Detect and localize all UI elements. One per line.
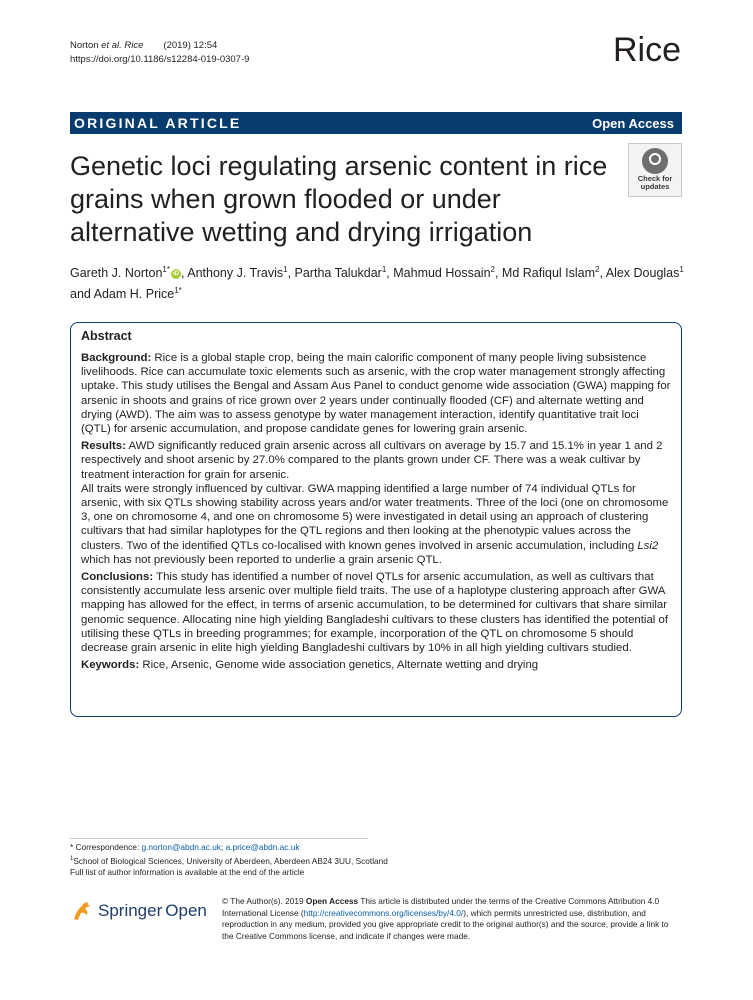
abstract-heading: Abstract bbox=[81, 329, 132, 343]
abstract-background bbox=[81, 351, 671, 436]
journal-name: Rice bbox=[612, 31, 681, 69]
open-wordmark: Open bbox=[165, 901, 207, 920]
abstract-conclusions bbox=[81, 570, 671, 655]
keywords-text: Rice, Arsenic, Genome wide association genetics, Alternate wetting and drying bbox=[142, 659, 539, 672]
author-affiliation-sup: 1* bbox=[174, 286, 182, 296]
author-separator: , bbox=[180, 266, 188, 281]
results2-before: All traits were strongly influenced by cultivar. GWA mapping identified a large number of 74 individual QTLs for arsenic, with six QTLs showing stability across years and/or water treatments. Three of the loci (one on chromosome 3, one on chromosome 4, and one on chromosome 5) were investigated in detail using an approach of clustering cultivars that had similar haplotypes for the QTL regions and then looking at the phenotypic values across the clusters. Two of the identified QTLs co-localised with known genes involved in arsenic accumulation, including bbox=[81, 482, 669, 552]
background-label: Background: bbox=[81, 352, 152, 364]
correspondence-label: * Correspondence: bbox=[70, 842, 140, 852]
keywords-label: Keywords: bbox=[81, 659, 140, 672]
abstract-results-continued bbox=[81, 482, 671, 567]
springer-wordmark: Springer bbox=[98, 901, 163, 920]
author-separator: , bbox=[599, 266, 606, 281]
license-statement bbox=[222, 896, 682, 942]
email-separator: ; bbox=[220, 842, 224, 852]
author-name: Gareth J. Norton bbox=[70, 266, 163, 281]
article-title: Genetic loci regulating arsenic content in rice grains when grown flooded or under alternative wetting and drying irrigation bbox=[70, 151, 608, 247]
abstract-box bbox=[70, 322, 682, 717]
affiliation-line bbox=[70, 854, 400, 867]
article-type: ORIGINAL ARTICLE bbox=[74, 115, 242, 131]
abstract-keywords bbox=[81, 658, 671, 672]
doi-link[interactable]: https://doi.org/10.1186/s12284-019-0307-9 bbox=[70, 54, 250, 65]
footnote-divider bbox=[70, 838, 368, 839]
author-name: Mahmud Hossain bbox=[393, 266, 491, 281]
author-separator: , bbox=[494, 266, 502, 281]
full-list-note: Full list of author information is available at the end of the article bbox=[70, 866, 305, 877]
author-affiliation-sup: 1 bbox=[283, 265, 288, 274]
open-access-label: Open Access bbox=[592, 115, 674, 131]
author-name: Anthony J. Travis bbox=[187, 266, 284, 281]
footnotes bbox=[70, 842, 400, 878]
springer-horse-icon bbox=[70, 899, 94, 923]
check-updates-line1: Check for bbox=[637, 174, 673, 183]
license-open-access: Open Access bbox=[305, 896, 359, 906]
gene-name: Lsi2 bbox=[637, 539, 659, 552]
affiliation-number: 1 bbox=[70, 855, 74, 862]
license-url-link[interactable]: http://creativecommons.org/licenses/by/4.0/ bbox=[303, 907, 464, 918]
author-affiliation-sup: 2 bbox=[490, 265, 495, 274]
conclusions-text: This study has identified a number of novel QTLs for arsenic accumulation, as well as cultivars that consistently accumulate less arsenic over multiple field traits. The use of a haplotype clustering approach after GWA mapping has allowed for the effect, in terms of arsenic accumulation, to be determined for cultivars that share similar genomic sequence. Allocating nine high yielding Bangladeshi cultivars to these clusters has identified the potential of utilising these QTLs in breeding programmes; for example, incorporation of the QTL on chromosome 5 should decrease grain arsenic in elite high yielding Bangladeshi cultivars by 10% in all high yielding cultivars studied. bbox=[81, 571, 668, 655]
check-updates-icon bbox=[642, 148, 668, 174]
license-part3: ), which permits unrestricted use, distribution, and reproduction in any medium, provided you give appropriate credit to the original author(s) and the source, provide a link to the Creative Commons license, and indicate if changes were made. bbox=[222, 907, 669, 941]
article-type-banner bbox=[70, 112, 682, 134]
affiliation-text: School of Biological Sciences, University of Aberdeen, Aberdeen AB24 3UU, Scotland bbox=[73, 855, 388, 866]
conclusions-label: Conclusions: bbox=[81, 571, 154, 584]
author-separator: , bbox=[287, 266, 295, 281]
license-part1: © The Author(s). 2019 bbox=[222, 896, 306, 906]
results-label: Results: bbox=[81, 440, 126, 453]
author-affiliation-sup: 1* bbox=[162, 265, 170, 274]
correspondence-line bbox=[70, 842, 400, 854]
springer-open-logo[interactable] bbox=[70, 896, 207, 926]
header-etal: et al. bbox=[101, 40, 122, 51]
orcid-icon[interactable]: iD bbox=[172, 270, 179, 277]
header-journal-short: Rice bbox=[124, 40, 144, 51]
check-for-updates-button[interactable] bbox=[628, 143, 682, 197]
results2-after: which has not previously been reported to underlie a grain arsenic QTL. bbox=[81, 553, 442, 566]
header-author: Norton bbox=[70, 40, 99, 51]
author-name: Partha Talukdar bbox=[294, 266, 382, 281]
author-name: Adam H. Price bbox=[93, 287, 175, 302]
results-text: AWD significantly reduced grain arsenic across all cultivars on average by 15.7 and 15.1% in year 1 and 2 respectively and shoot arsenic by 27.0% compared to the plants grown under CF. There was a weak cultivar by treatment interaction for grain for arsenic. bbox=[81, 440, 663, 481]
header-year-volume: (2019) 12:54 bbox=[163, 40, 218, 51]
author-affiliation-sup: 1 bbox=[679, 265, 684, 274]
running-header bbox=[70, 39, 249, 67]
email-link-price[interactable]: a.price@abdn.ac.uk bbox=[225, 842, 300, 852]
author-separator: , bbox=[386, 266, 394, 281]
author-list bbox=[70, 261, 685, 303]
email-link-norton[interactable]: g.norton@abdn.ac.uk bbox=[141, 842, 221, 852]
author-separator: and bbox=[70, 287, 94, 302]
check-updates-line2: updates bbox=[640, 182, 670, 191]
author-affiliation-sup: 2 bbox=[595, 265, 600, 274]
license-part2: This article is distributed under the terms of the Creative Commons Attribution 4.0 International License ( bbox=[222, 896, 660, 918]
author-affiliation-sup: 1 bbox=[381, 265, 387, 274]
background-text: Rice is a global staple crop, being the main calorific component of many people living subsistence livelihoods. Rice can accumulate toxic elements such as arsenic, with the crop water management strongly affecting uptake. This study utilises the Bengal and Assam Aus Panel to conduct genome wide association (GWA) mapping for arsenic in shoots and grains of rice grown over 2 years under continually flooded (CF) and alternate wetting and drying (AWD). The aim was to assess genotype by water management interaction, identify quantitative trait loci (QTL) for arsenic accumulation, and propose candidate genes for lowering grain arsenic. bbox=[81, 352, 671, 436]
author-name: Md Rafiqul Islam bbox=[501, 266, 596, 281]
abstract-results bbox=[81, 439, 671, 482]
citation-line bbox=[70, 39, 249, 53]
author-name: Alex Douglas bbox=[605, 266, 680, 281]
